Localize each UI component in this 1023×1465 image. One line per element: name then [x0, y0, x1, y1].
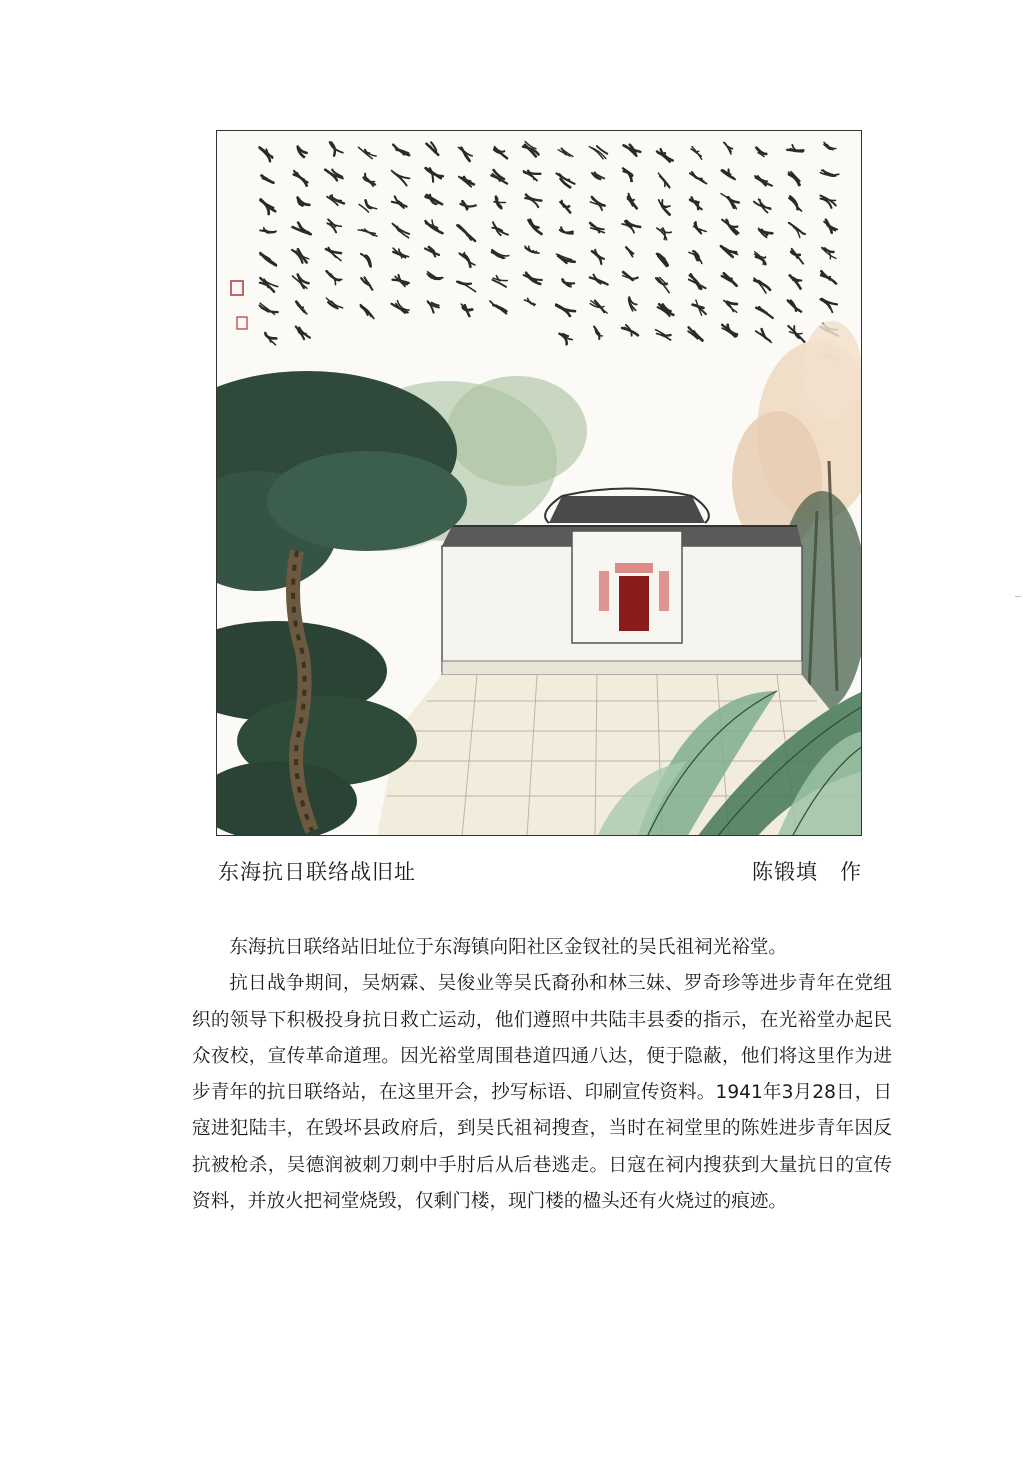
calligraphy-stroke	[661, 335, 670, 336]
article-paragraph: 抗日战争期间，吴炳霖、吴俊业等吴氏裔孙和林三妹、罗奇珍等进步青年在党组织的领导下积极投身抗日救亡运动，他们遵照中共陆丰县委的指示，在光裕堂办起民众夜校，宣传革命道理。因光裕堂周围巷道四通八达，便于隐蔽，他们将这里作为进步青年的抗日联络站，在这里开会，抄写标语、印刷宣传资料。1941年3月28日，日寇进犯陆丰，在毁坏县政府后，到吴氏祖祠搜查，当时在祠堂里的陈姓进步青年因反抗被枪杀，吴德润被刺刀刺中手肘后从后巷逃走。日寇在祠内搜获到大量抗日的宣传资料，并放火把祠堂烧毁，仅剩门楼，现门楼的楹头还有火烧过的痕迹。	[192, 973, 892, 1213]
calligraphy-stroke	[361, 306, 368, 315]
calligraphy-stroke	[528, 171, 540, 174]
calligraphy-stroke	[658, 173, 670, 187]
calligraphy-stroke	[365, 174, 375, 185]
calligraphy-stroke	[695, 150, 699, 152]
calligraphy-stroke	[696, 222, 702, 233]
calligraphy-stroke	[331, 274, 336, 285]
calligraphy-stroke	[658, 278, 670, 293]
calligraphy-stroke	[690, 173, 704, 181]
calligraphy-stroke	[430, 168, 433, 182]
calligraphy-stroke	[326, 249, 341, 253]
calligraphy-stroke	[394, 173, 407, 186]
seal-stamp	[231, 281, 243, 295]
ink-painting-illustration	[217, 131, 862, 836]
artwork-title: 东海抗日联络战旧址	[218, 860, 416, 884]
calligraphy-stroke	[692, 147, 702, 160]
calligraphy-stroke	[493, 305, 506, 311]
seal-stamp	[237, 317, 247, 329]
calligraphy-stroke	[366, 200, 372, 208]
calligraphy-stroke	[458, 282, 471, 284]
calligraphy-stroke	[563, 280, 571, 284]
calligraphy-stroke	[266, 335, 276, 345]
calligraphy-stroke	[661, 204, 669, 215]
calligraphy-stroke	[366, 256, 371, 267]
calligraphy-stroke	[260, 306, 278, 313]
artwork-author: 陈锻填 作	[752, 860, 862, 884]
calligraphy-inscription	[259, 142, 839, 362]
calligraphy-stroke	[457, 225, 475, 241]
calligraphy-stroke	[562, 201, 565, 207]
calligraphy-stroke	[260, 253, 276, 265]
article-body	[192, 930, 892, 1220]
calligraphy-stroke	[794, 278, 802, 281]
calligraphy-stroke	[761, 334, 772, 343]
article-paragraph: 东海抗日联络站旧址位于东海镇向阳社区金钗社的吴氏祖祠光裕堂。	[229, 937, 788, 958]
calligraphy-stroke	[787, 150, 801, 151]
calligraphy-stroke	[261, 199, 269, 214]
painting	[216, 130, 862, 836]
page-edge-mark	[1015, 596, 1021, 597]
calligraphy-stroke	[495, 149, 508, 159]
calligraphy-stroke	[693, 305, 704, 308]
calligraphy-stroke	[460, 204, 475, 207]
calligraphy-stroke	[392, 202, 407, 207]
